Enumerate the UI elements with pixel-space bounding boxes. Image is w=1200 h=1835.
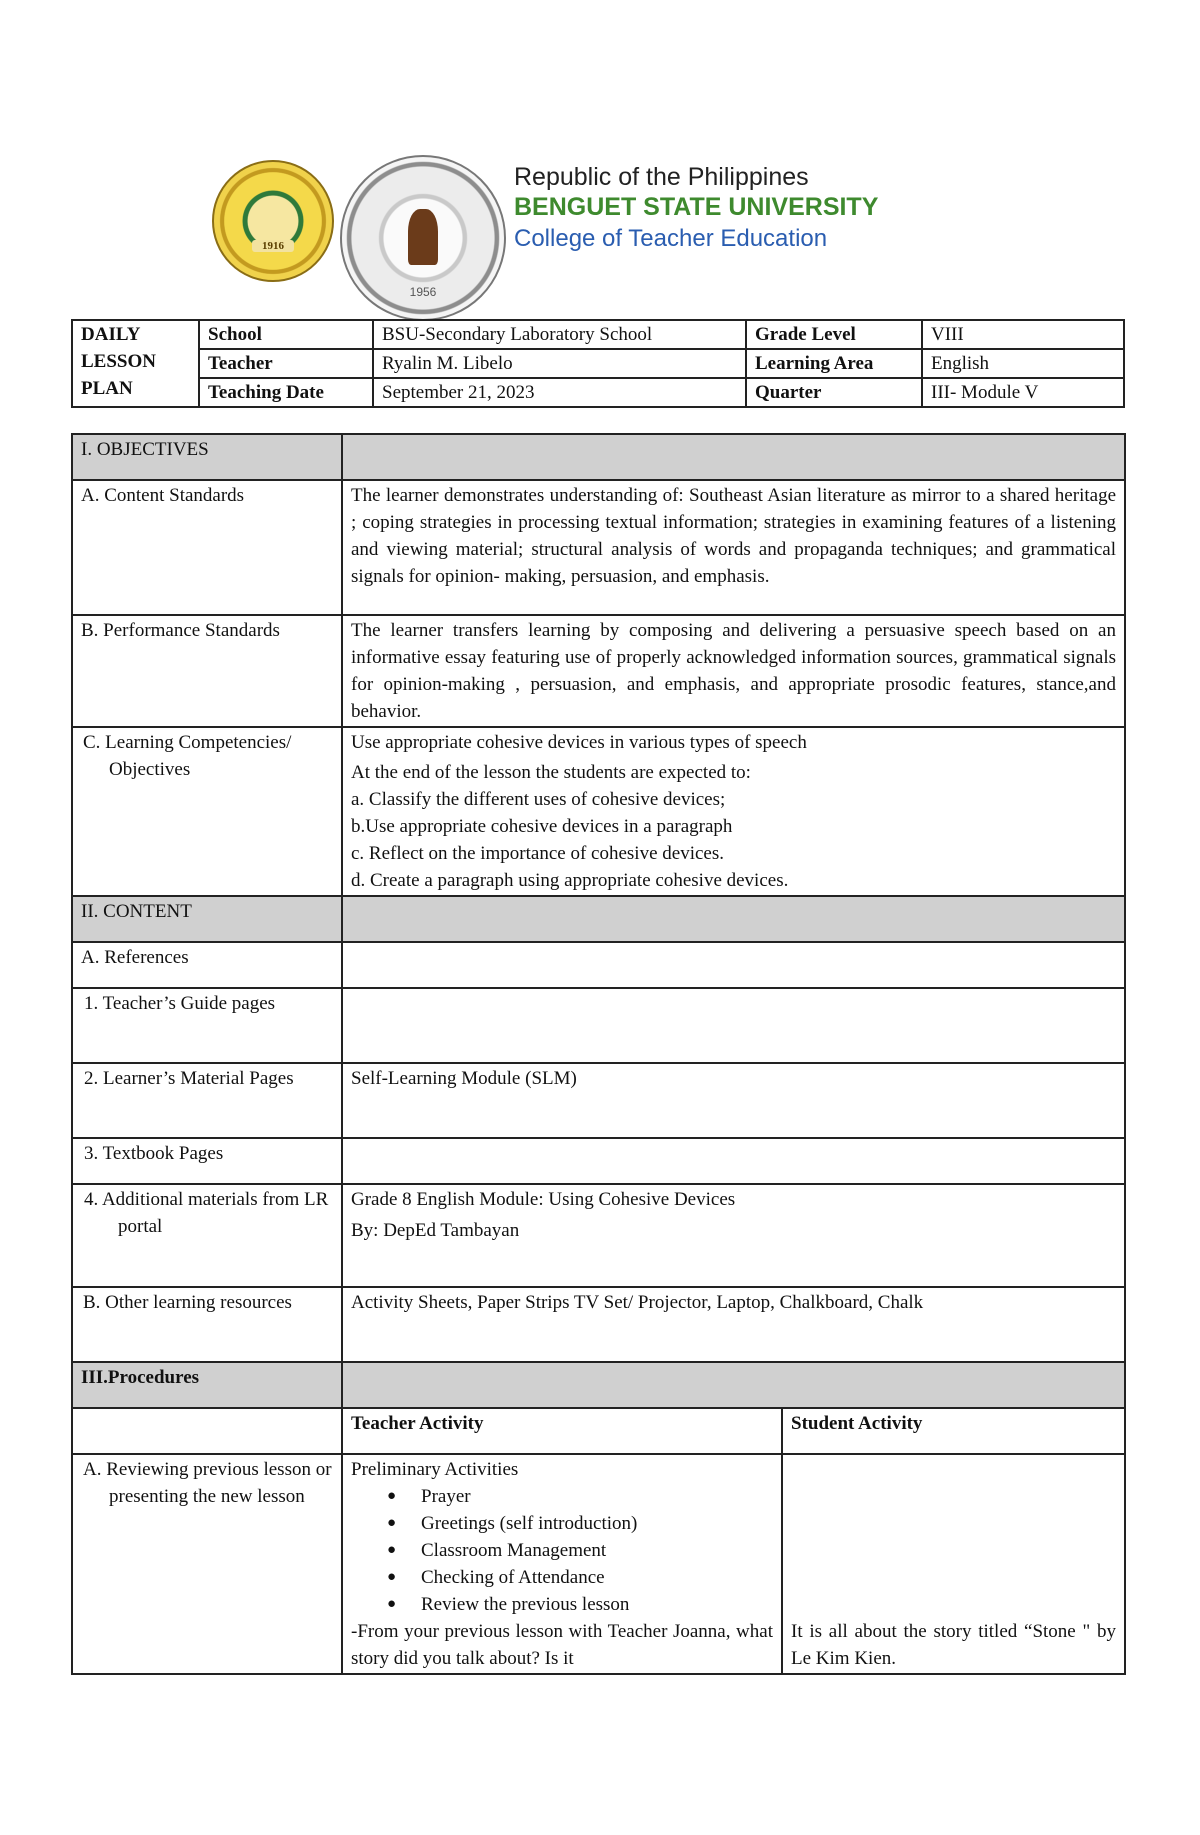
textbook-pages-label: 3. Textbook Pages <box>72 1138 342 1184</box>
cte-seal-year: 1956 <box>409 285 437 299</box>
objectives-heading: I. OBJECTIVES <box>72 434 342 480</box>
student-activity-cell <box>782 1454 1125 1674</box>
references-label: A. References <box>72 942 342 988</box>
performance-standards-text: The learner transfers learning by composing and delivering a persuasive speech based on an informative essay featuring use of properly acknowledged information sources, grammatical signals for opinion-making , persuasion, and emphasis, and appropriate prosodic features, stance,and behavior. <box>342 615 1125 727</box>
learning-area-value: English <box>922 349 1124 378</box>
references-value <box>342 942 1125 988</box>
additional-materials-cell <box>342 1184 1125 1287</box>
other-resources-label: B. Other learning resources <box>72 1287 342 1362</box>
objectives-heading-fill <box>342 434 1125 480</box>
teaching-date-label: Teaching Date <box>199 378 373 407</box>
document-header <box>212 155 932 305</box>
competency-line: At the end of the lesson the students are expected to: <box>351 762 751 783</box>
grade-level-value: VIII <box>922 320 1124 349</box>
competency-line: d. Create a paragraph using appropriate cohesive devices. <box>351 870 789 891</box>
preliminary-list <box>351 1483 773 1618</box>
list-item: ● Checking of Attendance <box>421 1564 773 1591</box>
content-standards-label: A. Content Standards <box>72 480 342 615</box>
content-heading-fill <box>342 896 1125 942</box>
learners-material-value: Self-Learning Module (SLM) <box>342 1063 1125 1138</box>
cte-seal-logo <box>340 155 506 321</box>
teacher-label: Teacher <box>199 349 373 378</box>
textbook-pages-value <box>342 1138 1125 1184</box>
learning-area-label: Learning Area <box>746 349 922 378</box>
preliminary-heading: Preliminary Activities <box>351 1459 519 1480</box>
teaching-date-value: September 21, 2023 <box>373 378 746 407</box>
teacher-value: Ryalin M. Libelo <box>373 349 746 378</box>
university-heading: BENGUET STATE UNIVERSITY <box>514 193 879 221</box>
grade-level-label: Grade Level <box>746 320 922 349</box>
list-item: ● Prayer <box>421 1483 773 1510</box>
bsu-seal-logo <box>212 160 334 282</box>
teacher-question: -From your previous lesson with Teacher Joanna, what story did you talk about? Is it <box>351 1621 773 1669</box>
teacher-activity-heading: Teacher Activity <box>342 1408 782 1454</box>
quarter-label: Quarter <box>746 378 922 407</box>
list-item: ● Classroom Management <box>421 1537 773 1564</box>
content-heading: II. CONTENT <box>72 896 342 942</box>
bsu-seal-year: 1916 <box>252 240 294 252</box>
school-value: BSU-Secondary Laboratory School <box>373 320 746 349</box>
competency-line: Use appropriate cohesive devices in various types of speech <box>351 732 807 753</box>
competency-line: c. Reflect on the importance of cohesive devices. <box>351 843 724 864</box>
additional-materials-line: Grade 8 English Module: Using Cohesive Devices <box>351 1189 736 1210</box>
learners-material-label: 2. Learner’s Material Pages <box>72 1063 342 1138</box>
torch-emblem-icon <box>408 209 438 265</box>
additional-materials-line: By: DepEd Tambayan <box>351 1220 520 1241</box>
student-answer: It is all about the story titled “Stone " by Le Kim Kien. <box>791 1621 1116 1669</box>
other-resources-value: Activity Sheets, Paper Strips TV Set/ Projector, Laptop, Chalkboard, Chalk <box>342 1287 1125 1362</box>
teachers-guide-value <box>342 988 1125 1063</box>
lesson-plan-table <box>71 433 1126 1675</box>
competencies-cell <box>342 727 1125 896</box>
quarter-value: III- Module V <box>922 378 1124 407</box>
competencies-label: C. Learning Competencies/ Objectives <box>72 727 342 896</box>
student-activity-heading: Student Activity <box>782 1408 1125 1454</box>
performance-standards-label: B. Performance Standards <box>72 615 342 727</box>
content-standards-text: The learner demonstrates understanding of: Southeast Asian literature as mirror to a shared heritage ; coping strategies in processing textual information; strategies in examining features of a listening and viewing material; structural analysis of words and propaganda techniques; and grammatical signals for opinion- making, persuasion, and emphasis. <box>342 480 1125 615</box>
reviewing-lesson-label: A. Reviewing previous lesson or presenting the new lesson <box>72 1454 342 1674</box>
daily-lesson-plan-label: DAILY LESSON PLAN <box>72 320 199 407</box>
school-label: School <box>199 320 373 349</box>
procedures-blank-cell <box>72 1408 342 1454</box>
republic-heading: Republic of the Philippines <box>514 163 809 191</box>
procedures-heading: III.Procedures <box>72 1362 342 1408</box>
competency-line: b.Use appropriate cohesive devices in a paragraph <box>351 816 733 837</box>
additional-materials-label: 4. Additional materials from LR portal <box>72 1184 342 1287</box>
procedures-heading-fill <box>342 1362 1125 1408</box>
list-item: ● Review the previous lesson <box>421 1591 773 1618</box>
teachers-guide-label: 1. Teacher’s Guide pages <box>72 988 342 1063</box>
teacher-activity-cell <box>342 1454 782 1674</box>
lesson-info-table <box>71 319 1125 408</box>
competency-line: a. Classify the different uses of cohesive devices; <box>351 789 726 810</box>
college-heading: College of Teacher Education <box>514 225 828 252</box>
list-item: ● Greetings (self introduction) <box>421 1510 773 1537</box>
